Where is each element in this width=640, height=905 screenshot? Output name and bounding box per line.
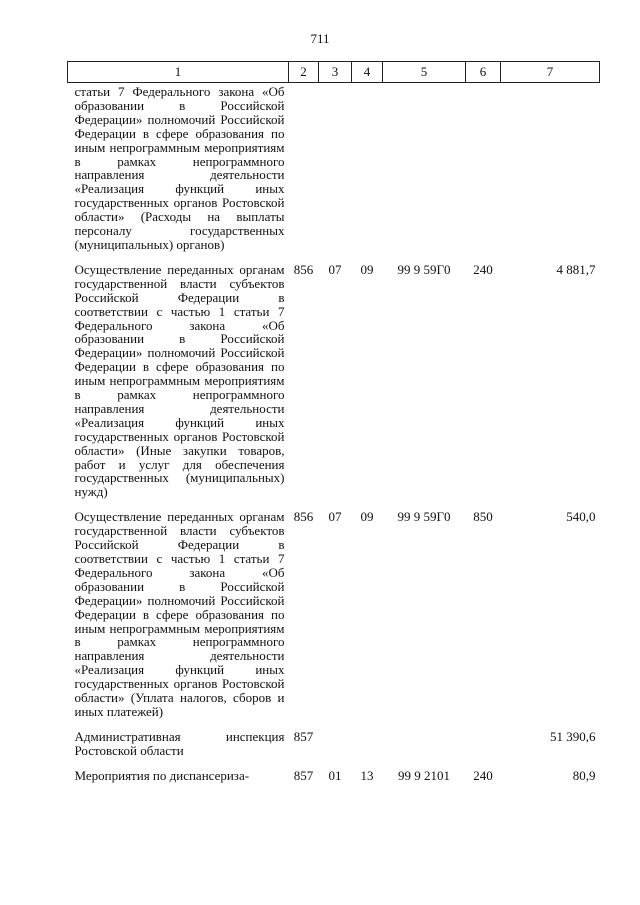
cell-ministry-code: 856 <box>293 261 314 277</box>
cell-subsection <box>352 730 383 769</box>
page-number: 711 <box>310 31 330 46</box>
cell-amount <box>501 83 600 263</box>
cell-subsection <box>352 83 383 263</box>
row-description: статьи 7 Федерального закона «Об образовании в Российской Федерации» полномочий Российской Федерации в сфере образования по иным непрограммным мероприятиям в рамках непрограммного направления деятельности «Реализация функций иных государственных органов Ростовской области» (Расходы на выплаты персоналу государственных (муниципальных) органов) <box>74 84 285 252</box>
cell-section <box>319 83 352 263</box>
row-description: Осуществление переданных органам государственной власти субъектов Российской Федерации в соответствии с частью 1 статьи 7 Федерального закона «Об образовании в Российской Федерации» полномочий Российской Федерации в сфере образования по иным непрограммным мероприятиям в рамках непрограммного направления деятельности «Реализация функций иных государственных органов Ростовской области» (Уплата налогов, сборов и иных платежей) <box>74 509 285 719</box>
cell-expense-type: 850 <box>473 509 493 525</box>
column-header: 7 <box>501 62 600 83</box>
table-header-row <box>68 62 600 83</box>
cell-expense-type: 240 <box>473 767 493 783</box>
cell-subsection: 09 <box>360 261 374 277</box>
row-description: Мероприятия по диспансериза- <box>74 767 250 783</box>
cell-expense-type: 240 <box>473 261 493 277</box>
cell-ministry-code: 857 <box>293 767 314 783</box>
cell-subsection: 13 <box>360 767 374 783</box>
table-row <box>68 730 600 769</box>
table-row <box>68 83 600 263</box>
column-header: 2 <box>289 62 319 83</box>
cell-ministry-code: 856 <box>293 509 314 525</box>
column-header: 3 <box>319 62 352 83</box>
cell-section <box>319 730 352 769</box>
column-header: 5 <box>383 62 466 83</box>
cell-target-article: 99 9 59Г0 <box>397 261 451 277</box>
cell-subsection: 09 <box>360 509 374 525</box>
row-description: Осуществление переданных органам государственной власти субъектов Российской Федерации в соответствии с частью 1 статьи 7 Федерального закона «Об образовании в Российской Федерации» полномочий Российской Федерации в сфере образования по иным непрограммным мероприятиям в рамках непрограммного направления деятельности «Реализация функций иных государственных органов Ростовской области» (Иные закупки товаров, работ и услуг для обеспечения государственных (муниципальных) нужд) <box>74 261 285 500</box>
cell-target-article: 99 9 2101 <box>398 767 450 783</box>
cell-amount: 51 390,6 <box>550 728 596 744</box>
table-row <box>68 510 600 730</box>
column-header: 4 <box>352 62 383 83</box>
cell-expense-type <box>466 83 501 263</box>
column-header: 6 <box>466 62 501 83</box>
cell-amount: 540,0 <box>566 509 596 525</box>
cell-section: 01 <box>328 767 342 783</box>
cell-expense-type <box>466 730 501 769</box>
table-row <box>68 769 600 783</box>
cell-section: 07 <box>328 509 342 525</box>
cell-amount: 80,9 <box>572 767 596 783</box>
cell-ministry-code: 857 <box>293 728 314 744</box>
column-header: 1 <box>68 62 289 83</box>
budget-table <box>67 61 600 783</box>
table-row <box>68 263 600 510</box>
cell-target-article <box>383 730 466 769</box>
cell-section: 07 <box>328 261 342 277</box>
cell-ministry-code <box>289 83 319 263</box>
cell-target-article <box>383 83 466 263</box>
cell-amount: 4 881,7 <box>556 261 596 277</box>
cell-target-article: 99 9 59Г0 <box>397 509 451 525</box>
row-description: Административная инспекция Ростовской области <box>74 728 285 758</box>
